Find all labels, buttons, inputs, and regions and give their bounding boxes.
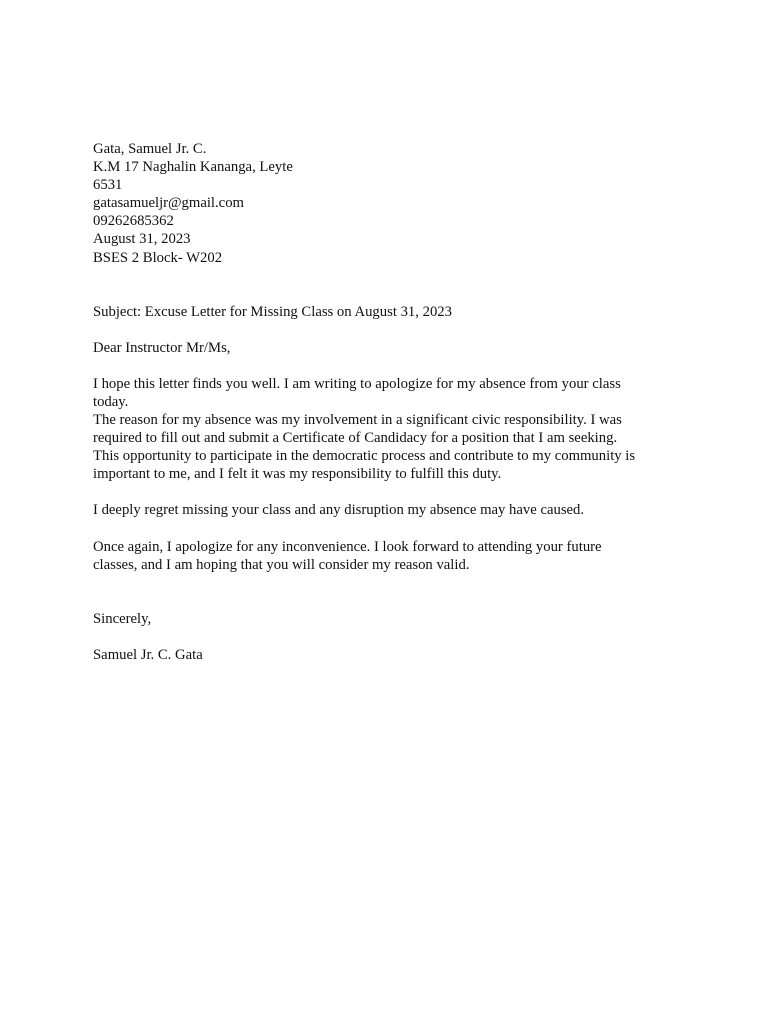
paragraph-line: today. [93,393,129,410]
paragraph-2 [93,501,693,519]
sender-postal-code: 6531 [93,177,123,194]
sender-name: Gata, Samuel Jr. C. [93,141,207,157]
sender-phone: 09262685362 [93,213,174,230]
paragraph-line: Once again, I apologize for any inconvenience. I look forward to attending your future [93,538,602,555]
paragraph-line: I hope this letter finds you well. I am writing to apologize for my absence from your class [93,375,621,392]
sender-info [93,140,693,267]
sender-section: BSES 2 Block- W202 [93,249,223,266]
sender-address: K.M 17 Naghalin Kananga, Leyte [93,159,293,176]
paragraph-line: classes, and I am hoping that you will consider my reason valid. [93,556,470,573]
paragraph-line: I deeply regret missing your class and any disruption my absence may have caused. [93,502,585,519]
letter-date: August 31, 2023 [93,231,191,248]
letter-closing [93,610,693,628]
salutation-line: Dear Instructor Mr/Ms, [93,339,231,356]
paragraph-1 [93,375,693,484]
paragraph-line: The reason for my absence was my involvement in a significant civic responsibility. I was [93,412,622,429]
letter-salutation [93,339,693,357]
letter-subject [93,303,693,321]
sender-email: gatasamueljr@gmail.com [93,195,244,212]
closing-line: Sincerely, [93,610,152,627]
signature-name: Samuel Jr. C. Gata [93,646,203,663]
paragraph-line: This opportunity to participate in the democratic process and contribute to my community is [93,448,636,465]
subject-line: Subject: Excuse Letter for Missing Class on August 31, 2023 [93,303,452,320]
letter-signature [93,646,693,664]
paragraph-line: required to fill out and submit a Certificate of Candidacy for a position that I am seeking. [93,430,618,447]
paragraph-line: important to me, and I felt it was my responsibility to fulfill this duty. [93,466,502,483]
paragraph-3 [93,538,693,574]
letter-body [93,140,693,664]
